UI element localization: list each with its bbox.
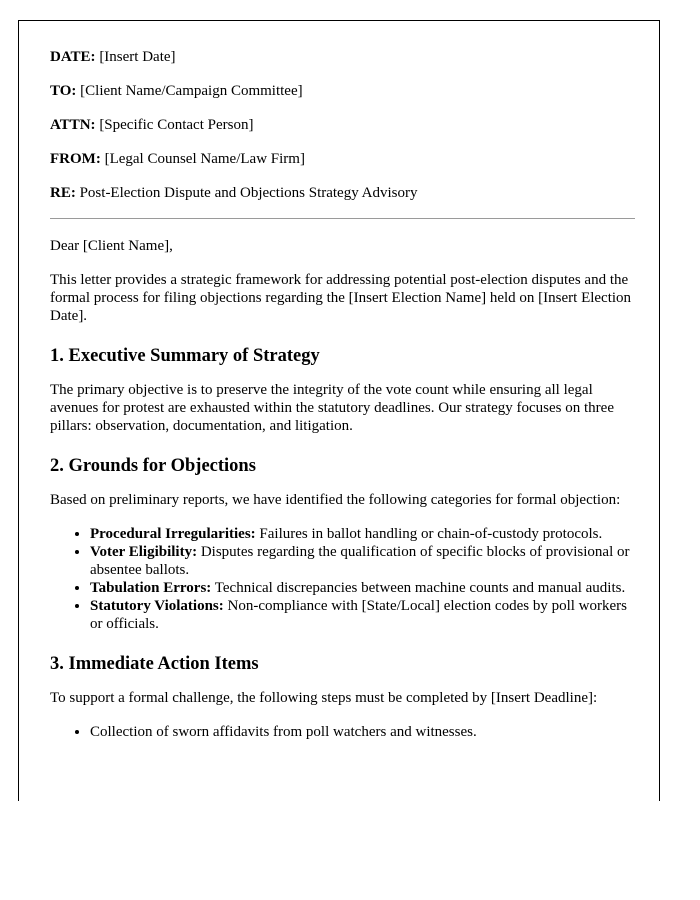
- list-item: [90, 543, 635, 579]
- to-value: [Client Name/Campaign Committee]: [80, 83, 303, 99]
- attn-label: ATTN:: [50, 117, 96, 133]
- re-value: Post-Election Dispute and Objections Strategy Advisory: [79, 185, 418, 201]
- date-value: [Insert Date]: [99, 49, 176, 65]
- list-item-term: Voter Eligibility:: [90, 544, 198, 560]
- re-line: [50, 184, 635, 202]
- list-item-desc: Disputes regarding the qualification of specific blocks of provisional or absentee ballots.: [90, 544, 630, 578]
- list-item-desc: Failures in ballot handling or chain-of-custody protocols.: [259, 526, 603, 542]
- letter-page: [18, 20, 660, 801]
- list-item: [90, 597, 635, 633]
- list-item: • Collection of sworn affidavits from poll watchers and witnesses.: [90, 723, 635, 741]
- list-item-desc: Technical discrepancies between machine counts and manual audits.: [214, 580, 626, 596]
- intro-paragraph: This letter provides a strategic framework for addressing potential post-election disputes and the formal process for filing objections regarding the [Insert Election Name] held on [Insert Election Date].: [50, 272, 632, 324]
- header-divider: [50, 218, 635, 219]
- list-item-desc: Non-compliance with [State/Local] election codes by poll workers or officials.: [90, 598, 627, 632]
- list-item: [90, 579, 635, 597]
- section-2-heading: 2. Grounds for Objections: [50, 456, 256, 476]
- list-item-term: Statutory Violations:: [90, 598, 224, 614]
- re-label: RE:: [50, 185, 76, 201]
- letter-content: [50, 48, 635, 757]
- list-item-term: Tabulation Errors:: [90, 580, 212, 596]
- action-list: [50, 723, 635, 741]
- date-line: [50, 48, 635, 66]
- section-1-heading: 1. Executive Summary of Strategy: [50, 346, 320, 366]
- attn-line: [50, 116, 635, 134]
- from-label: FROM:: [50, 151, 101, 167]
- to-label: TO:: [50, 83, 77, 99]
- from-line: [50, 150, 635, 168]
- section-3-heading: 3. Immediate Action Items: [50, 654, 259, 674]
- salutation: Dear [Client Name],: [50, 238, 173, 254]
- section-3-text: To support a formal challenge, the following steps must be completed by [Insert Deadline]:: [50, 690, 598, 706]
- from-value: [Legal Counsel Name/Law Firm]: [104, 151, 305, 167]
- list-item-term: Procedural Irregularities:: [90, 526, 256, 542]
- attn-value: [Specific Contact Person]: [99, 117, 254, 133]
- list-item: [90, 525, 635, 543]
- to-line: [50, 82, 635, 100]
- objection-list: [50, 525, 635, 633]
- date-label: DATE:: [50, 49, 96, 65]
- section-1-text: The primary objective is to preserve the integrity of the vote count while ensuring all legal avenues for protest are exhausted within the statutory deadlines. Our strategy focuses on three pillars: observation, documentation, and litigation.: [50, 382, 614, 434]
- section-2-text: Based on preliminary reports, we have identified the following categories for formal objection:: [50, 492, 621, 508]
